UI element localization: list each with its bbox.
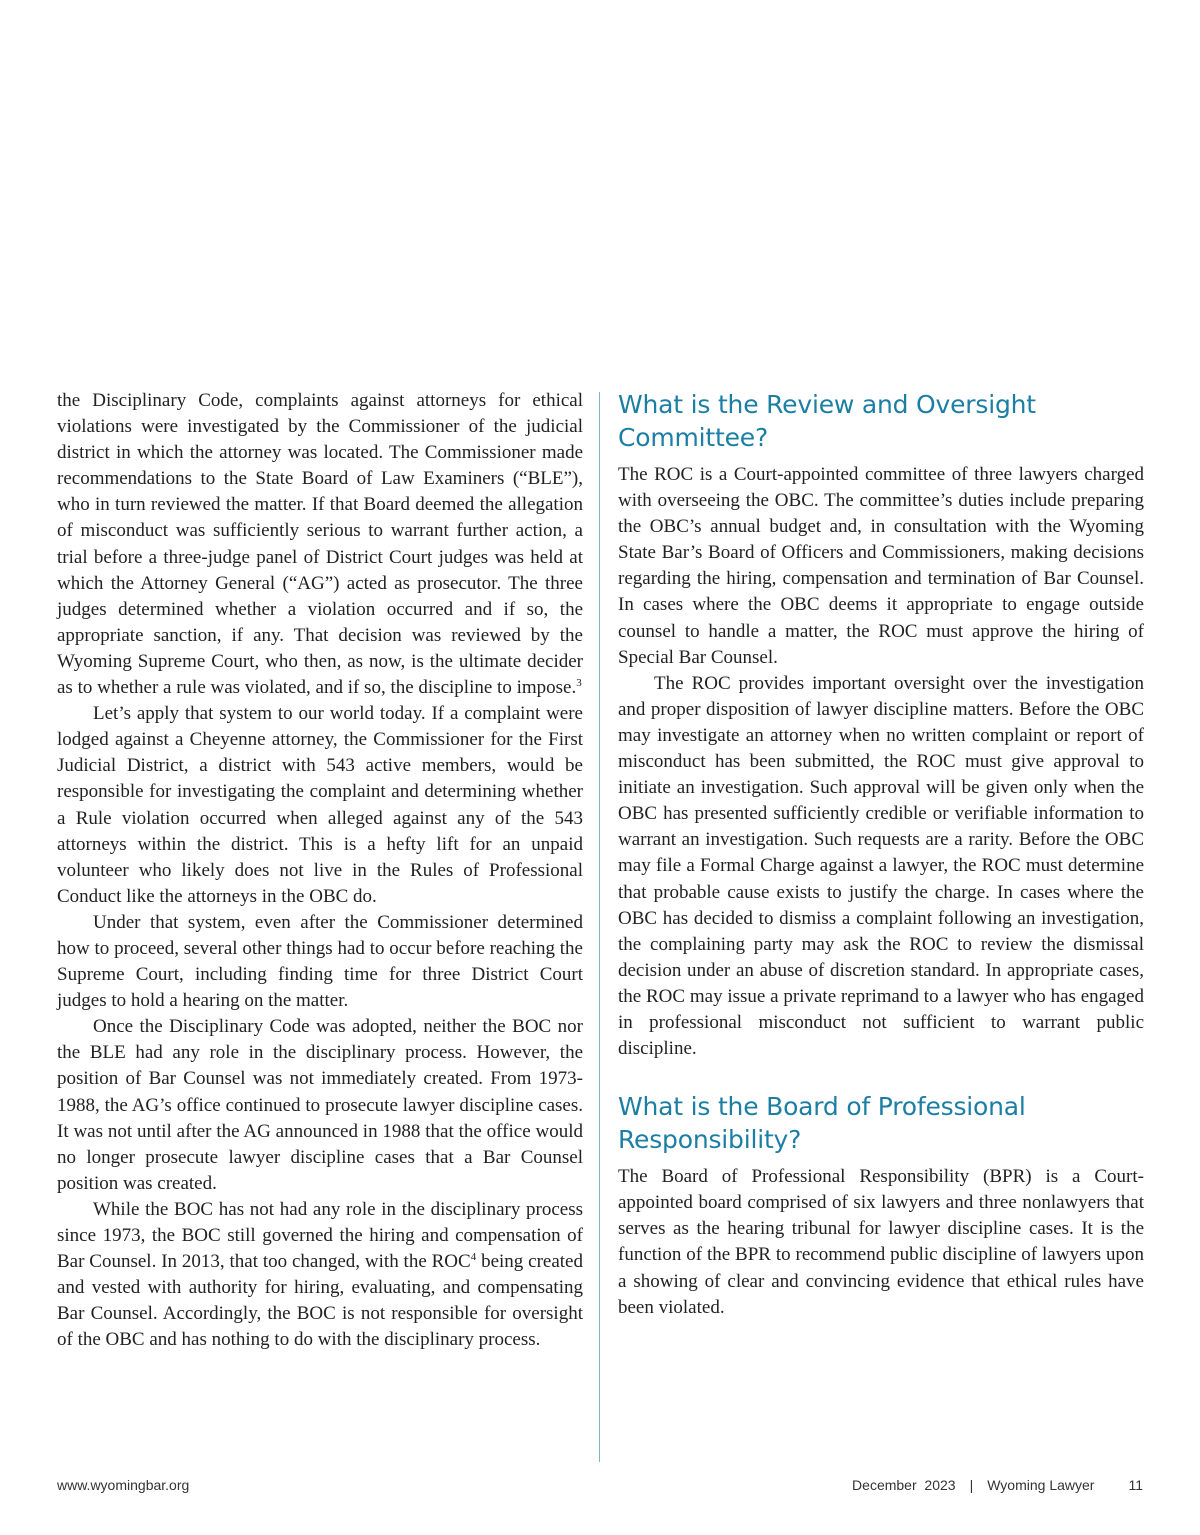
- footer-separator: |: [969, 1477, 974, 1493]
- website-link[interactable]: www.wyomingbar.org: [57, 1477, 190, 1493]
- footnote-ref: 3: [576, 677, 582, 690]
- column-divider: [599, 392, 600, 1462]
- paragraph-text: being created and vested with authority for hiring, evaluating, and compensating Bar Counsel. Accordingly, the BOC is not responsible for oversight of the OBC and has nothing to do with the disciplinary process.: [57, 1251, 583, 1351]
- footer-issue-info: [852, 1477, 1143, 1493]
- body-paragraph: The ROC provides important oversight over the investigation and proper disposition of lawyer discipline matters. Before the OBC may investigate an attorney when no written complaint or report of misconduct has been submitted, the ROC must give approval to initiate an investigation. Such approval will be given only when the OBC has presented sufficiently credible or verifiable information to warrant an investigation. Such requests are a rarity. Before the OBC may file a Formal Charge against a lawyer, the ROC must determine that probable cause exists to justify the charge. In cases where the OBC has decided to dismiss a complaint following an investigation, the complaining party may ask the ROC to review the dismissal decision under an abuse of discretion standard. In appropriate cases, the ROC may issue a private reprimand to a lawyer who has engaged in professional misconduct not sufficient to warrant public discipline.: [618, 672, 1144, 1060]
- left-column: [57, 388, 583, 1353]
- paragraph-text: the Disciplinary Code, complaints against attorneys for ethical violations were investigated by the Commissioner of the judicial district in which the attorney was located. The Commissioner made recommendations to the State Board of Law Examiners (“BLE”), who in turn reviewed the matter. If that Board deemed the allegation of misconduct was sufficiently serious to warrant further action, a trial before a three-judge panel of District Court judges was held at which the Attorney General (“AG”) acted as prosecutor. The three judges determined whether a violation occurred and if so, the appropriate sanction, if any. That decision was reviewed by the Wyoming Supreme Court, who then, as now, is the ultimate decider as to whether a rule was violated, and if so, the discipline to impose.: [57, 390, 583, 699]
- body-paragraph: [57, 388, 583, 701]
- footnote-ref: 4: [470, 1251, 477, 1264]
- publication-name: Wyoming Lawyer: [987, 1477, 1095, 1493]
- issue-date: December 2023: [852, 1477, 956, 1493]
- paragraph-text: While the BOC has not had any role in the disciplinary process since 1973, the BOC still governed the hiring and compensation of Bar Counsel. In 2013, that too changed, with the ROC: [57, 1198, 583, 1273]
- page-number: 11: [1128, 1477, 1143, 1493]
- body-paragraph: Once the Disciplinary Code was adopted, neither the BOC nor the BLE had any role in the disciplinary process. However, the position of Bar Counsel was not immediately created. From 1973-1988, the AG’s office continued to prosecute lawyer discipline cases. It was not until after the AG announced in 1988 that the office would no longer prosecute lawyer discipline cases that a Bar Counsel position was created.: [57, 1016, 583, 1194]
- body-paragraph: The ROC is a Court-appointed committee of three lawyers charged with overseeing the OBC. The committee’s duties include preparing the OBC’s annual budget and, in consultation with the Wyoming State Bar’s Board of Officers and Commissioners, making decisions regarding the hiring, compensation and termination of Bar Counsel. In cases where the OBC deems it appropriate to engage outside counsel to handle a matter, the ROC must approve the hiring of Special Bar Counsel.: [618, 464, 1144, 668]
- section-heading: What is the Board of Professional Responsibility?: [618, 1092, 1026, 1155]
- body-paragraph: Under that system, even after the Commissioner determined how to proceed, several other things had to occur before reaching the Supreme Court, including finding time for three District Court judges to hold a hearing on the matter.: [57, 911, 583, 1012]
- right-column: [618, 388, 1144, 1321]
- body-paragraph: Let’s apply that system to our world today. If a complaint were lodged against a Cheyenne attorney, the Commissioner for the First Judicial District, a district with 543 active members, would be responsible for investigating the complaint and determining whether a Rule violation occurred when alleged against any of the 543 attorneys within the district. This is a hefty lift for an unpaid volunteer who likely does not live in the Rules of Professional Conduct like the attorneys in the OBC do.: [57, 703, 583, 907]
- body-paragraph: [57, 1197, 583, 1354]
- body-paragraph: The Board of Professional Responsibility (BPR) is a Court-appointed board comprised of six lawyers and three nonlawyers that serves as the hearing tribunal for lawyer discipline cases. It is the function of the BPR to recommend public discipline of lawyers upon a showing of clear and convincing evidence that ethical rules have been violated.: [618, 1166, 1144, 1318]
- section-heading: What is the Review and Oversight Committee?: [618, 390, 1036, 452]
